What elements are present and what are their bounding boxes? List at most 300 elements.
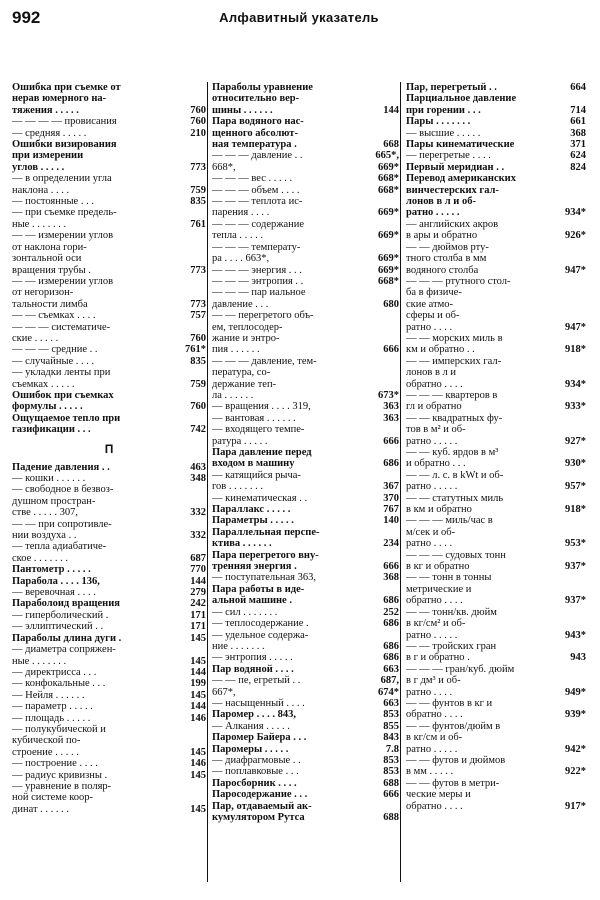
index-entry: [406, 299, 586, 310]
entry-page-ref: 835: [190, 355, 206, 367]
index-entry: [212, 424, 399, 435]
index-entry: [212, 744, 399, 755]
entry-page-ref: 761: [190, 218, 206, 230]
index-entry: [12, 173, 206, 184]
index-entry: [12, 162, 206, 173]
index-entry: [212, 196, 399, 207]
entry-term: в кг и обратно: [406, 561, 470, 573]
entry-page-ref: 171: [190, 609, 206, 621]
index-entry: [406, 105, 586, 116]
index-entry: [212, 515, 399, 526]
index-entry: [12, 507, 206, 518]
entry-term: — удельное содержа-: [212, 629, 309, 641]
index-entry: [212, 778, 399, 789]
entry-page-ref: 686: [383, 618, 399, 630]
entry-term: — — — энергия . . .: [212, 264, 302, 276]
entry-page-ref: 7.8: [385, 743, 399, 755]
entry-page-ref: 666: [383, 561, 399, 573]
entry-page-ref: 668*: [378, 184, 399, 196]
entry-term: Паромер . . . . 843,: [212, 709, 296, 721]
entry-term: газификации . . .: [12, 424, 91, 436]
entry-term: — — пе, егретый . .: [212, 675, 301, 687]
entry-page-ref: 140: [383, 515, 399, 527]
index-entry: [212, 287, 399, 298]
entry-term: 667*,: [212, 686, 236, 698]
entry-term: — Алкания . . . . .: [212, 720, 290, 732]
entry-term: ратно . . . .: [406, 686, 453, 698]
index-entry: [406, 82, 586, 93]
entry-term: Паромер Байера . . .: [212, 732, 307, 744]
entry-term: вращения трубы .: [12, 264, 91, 276]
entry-term: щенного абсолют-: [212, 127, 298, 139]
entry-term: — кошки . . . . . .: [12, 473, 86, 484]
index-entry: [406, 755, 586, 766]
index-entry: [212, 265, 399, 276]
entry-term: — — статутных миль: [406, 492, 504, 504]
index-entry: [212, 618, 399, 629]
index-entry: [406, 322, 586, 333]
index-entry: [12, 356, 206, 367]
entry-page-ref: 687: [190, 552, 206, 564]
entry-page-ref: 930*: [565, 458, 586, 470]
index-entry: [12, 473, 206, 484]
index-entry: [406, 344, 586, 355]
entry-page-ref: 664: [570, 82, 586, 93]
entry-page-ref: 760: [190, 332, 206, 344]
entry-term: — перегретые . . . .: [406, 150, 491, 162]
index-entry: [12, 792, 206, 803]
entry-term: ра . . . . 663*,: [212, 253, 270, 265]
entry-term: — насыщенный . . . .: [212, 697, 305, 709]
index-entry: [406, 789, 586, 800]
index-entry: [12, 230, 206, 241]
entry-term: Параболы длина дуги .: [12, 632, 122, 644]
entry-term: — радиус кривизны .: [12, 769, 108, 781]
entry-page-ref: 687,: [380, 675, 399, 687]
entry-term: — при съемке предель-: [12, 207, 117, 219]
index-entry: [406, 766, 586, 777]
entry-term: обратно . . . .: [406, 378, 463, 390]
entry-page-ref: 759: [190, 378, 206, 390]
index-entry: [212, 379, 399, 390]
entry-page-ref: 669*: [378, 161, 399, 173]
entry-page-ref: 279: [190, 587, 206, 599]
index-entry: [212, 755, 399, 766]
index-entry: [406, 436, 586, 447]
entry-page-ref: 773: [190, 161, 206, 173]
index-entry: [12, 610, 206, 621]
entry-term: км и обратно . .: [406, 344, 475, 356]
entry-term: — — футов в метри-: [406, 777, 500, 789]
index-entry: [212, 572, 399, 583]
entry-term: строение . . . . .: [12, 746, 79, 758]
entry-term: Пара перегретого вну-: [212, 549, 319, 561]
entry-page-ref: 759: [190, 184, 206, 196]
index-entry: [212, 447, 399, 458]
entry-term: ной системе коор-: [12, 792, 94, 804]
index-column-2: [212, 82, 399, 823]
entry-term: — тепла адиабатиче-: [12, 541, 107, 553]
index-entry: [212, 709, 399, 720]
entry-term: — постоянные . . .: [12, 196, 94, 208]
index-entry: [406, 732, 586, 743]
index-entry: [406, 390, 586, 401]
index-entry: [212, 333, 399, 344]
entry-term: — — измерении углов: [12, 230, 114, 242]
index-entry: [406, 595, 586, 606]
index-entry: [12, 621, 206, 632]
index-entry: [212, 641, 399, 652]
entry-term: — — — объем . . . .: [212, 184, 300, 196]
entry-page-ref: 760: [190, 401, 206, 413]
entry-term: от наклона гори-: [12, 241, 87, 253]
index-entry: [406, 470, 586, 481]
entry-term: — — съемках . . . .: [12, 310, 96, 322]
entry-term: — — тонн/кв. дюйм: [406, 606, 497, 618]
index-entry: [212, 801, 399, 812]
index-entry: [212, 595, 399, 606]
index-entry: [406, 367, 586, 378]
entry-term: — английских акров: [406, 218, 499, 230]
entry-page-ref: 934*: [565, 378, 586, 390]
entry-term: сферы и об-: [406, 310, 460, 322]
index-entry: [12, 541, 206, 552]
entry-term: наклона . . . .: [12, 184, 70, 196]
index-entry: [406, 413, 586, 424]
entry-term: душном простран-: [12, 495, 96, 507]
entry-page-ref: 144: [190, 666, 206, 678]
index-entry: [12, 424, 206, 435]
entry-page-ref: 673*: [378, 389, 399, 401]
index-entry: [12, 576, 206, 587]
entry-term: при измерении: [12, 150, 84, 162]
entry-term: ные . . . . . . .: [12, 218, 67, 230]
entry-page-ref: 370: [383, 492, 399, 504]
entry-term: — входящего темпе-: [212, 424, 305, 436]
index-entry: [406, 447, 586, 458]
entry-page-ref: 666: [383, 344, 399, 356]
entry-term: ратно . . . . .: [406, 629, 458, 641]
entry-page-ref: 942*: [565, 743, 586, 755]
entry-term: — теплосодержание .: [212, 618, 309, 630]
index-entry: [406, 207, 586, 218]
index-entry: [406, 652, 586, 663]
index-entry: [212, 322, 399, 333]
entry-term: — — при сопротивле-: [12, 518, 112, 530]
index-entry: [212, 652, 399, 663]
entry-term: ское . . . . . . .: [12, 552, 69, 564]
entry-page-ref: 742: [190, 424, 206, 436]
index-entry: [406, 709, 586, 720]
entry-term: ем, теплосодер-: [212, 321, 283, 333]
entry-term: водяного столба: [406, 264, 479, 276]
entry-page-ref: 853: [383, 766, 399, 778]
index-entry: [406, 116, 586, 127]
entry-term: ские . . . . .: [12, 332, 59, 344]
entry-term: — кинематическая . .: [212, 492, 308, 504]
entry-page-ref: 922*: [565, 766, 586, 778]
entry-page-ref: 853: [383, 754, 399, 766]
index-column-1: [12, 82, 206, 815]
entry-term: пература, со-: [212, 367, 271, 379]
index-entry: [12, 322, 206, 333]
index-entry: [12, 93, 206, 104]
index-entry: [12, 185, 206, 196]
entry-page-ref: 368: [383, 572, 399, 584]
entry-term: гл и обратно: [406, 401, 462, 413]
entry-term: — — — вес . . . . .: [212, 173, 293, 185]
index-entry: [406, 744, 586, 755]
index-entry: [406, 618, 586, 629]
entry-term: тепла . . . . .: [212, 230, 264, 242]
index-entry: [406, 584, 586, 595]
entry-page-ref: 949*: [565, 686, 586, 698]
index-entry: [12, 598, 206, 609]
index-entry: [406, 687, 586, 698]
index-entry: [12, 530, 206, 541]
entry-term: — построение . . . .: [12, 758, 98, 770]
index-entry: [212, 93, 399, 104]
entry-page-ref: 943*: [565, 629, 586, 641]
index-entry: [406, 150, 586, 161]
index-entry: [212, 470, 399, 481]
entry-term: м/сек и об-: [406, 526, 456, 538]
index-entry: [212, 527, 399, 538]
entry-term: ная температура .: [212, 139, 297, 151]
index-entry: [212, 550, 399, 561]
index-entry: [12, 150, 206, 161]
entry-page-ref: 348: [190, 473, 206, 484]
entry-term: гов . . . . . . .: [212, 481, 264, 493]
index-entry: [12, 484, 206, 495]
entry-page-ref: 760: [190, 116, 206, 128]
entry-term: лонов в л и об-: [406, 196, 476, 208]
entry-term: съемках . . . . .: [12, 378, 75, 390]
entry-term: и обратно . . .: [406, 458, 466, 470]
entry-page-ref: 757: [190, 310, 206, 322]
entry-page-ref: 144: [383, 104, 399, 116]
entry-term: входом в машину: [212, 458, 295, 470]
index-entry: [12, 413, 206, 424]
index-entry: [212, 401, 399, 412]
entry-term: формулы . . . . .: [12, 401, 83, 413]
entry-term: Параболы уравнение: [212, 82, 313, 93]
entry-term: — укладки ленты при: [12, 367, 111, 379]
entry-term: в г и обратно .: [406, 652, 470, 664]
entry-term: — поплавковые . . .: [212, 766, 299, 778]
entry-term: Пар, перегретый . .: [406, 82, 497, 93]
entry-term: — площадь . . . . .: [12, 712, 91, 724]
entry-page-ref: 927*: [565, 435, 586, 447]
entry-term: 668*,: [212, 161, 236, 173]
entry-term: шины . . . . . .: [212, 104, 273, 116]
entry-page-ref: 917*: [565, 800, 586, 812]
entry-term: — — измерении углов: [12, 275, 114, 287]
entry-page-ref: 665*,: [375, 150, 399, 162]
index-entry: [212, 538, 399, 549]
index-entry: [406, 515, 586, 526]
index-entry: [12, 633, 206, 644]
entry-term: — — — гран/куб. дюйм: [406, 663, 515, 675]
index-entry: [12, 758, 206, 769]
entry-page-ref: 957*: [565, 481, 586, 493]
entry-page-ref: 252: [383, 606, 399, 618]
index-entry: [406, 607, 586, 618]
entry-page-ref: 686: [383, 640, 399, 652]
index-entry: [12, 219, 206, 230]
entry-term: при горении . . .: [406, 104, 481, 116]
entry-term: ские атмо-: [406, 298, 454, 310]
entry-page-ref: 145: [190, 769, 206, 781]
entry-page-ref: 668*: [378, 173, 399, 185]
index-entry: [406, 550, 586, 561]
entry-term: Параллельная перспе-: [212, 526, 320, 538]
entry-term: — эллиптический . .: [12, 621, 104, 633]
index-entry: [212, 607, 399, 618]
index-entry: [12, 678, 206, 689]
index-column-3: [406, 82, 586, 812]
index-entry: [406, 675, 586, 686]
entry-page-ref: 835: [190, 196, 206, 208]
entry-page-ref: 686: [383, 458, 399, 470]
entry-page-ref: 933*: [565, 401, 586, 413]
entry-page-ref: 947*: [565, 264, 586, 276]
entry-term: — — — миль/час в: [406, 515, 493, 527]
index-entry: [406, 538, 586, 549]
entry-page-ref: 363: [383, 412, 399, 424]
entry-page-ref: 939*: [565, 709, 586, 721]
entry-term: ратура . . . . .: [212, 435, 268, 447]
entry-term: — веревочная . . . .: [12, 587, 96, 599]
entry-term: Пар, отдаваемый ак-: [212, 800, 312, 812]
index-entry: [12, 128, 206, 139]
index-entry: [212, 253, 399, 264]
entry-term: Пары . . . . . . .: [406, 116, 471, 128]
index-entry: [406, 253, 586, 264]
entry-page-ref: 332: [190, 530, 206, 542]
index-entry: [212, 356, 399, 367]
index-entry: [406, 265, 586, 276]
entry-term: в ары и обратно: [406, 230, 478, 242]
page-title: Алфавитный указатель: [219, 10, 379, 25]
index-entry: [212, 242, 399, 253]
entry-page-ref: 171: [190, 621, 206, 633]
index-entry: [12, 299, 206, 310]
entry-term: держание теп-: [212, 378, 277, 390]
entry-term: обратно . . . .: [406, 595, 463, 607]
entry-term: Парабола . . . . 136,: [12, 575, 100, 587]
index-entry: [212, 493, 399, 504]
entry-page-ref: 855: [383, 720, 399, 732]
index-entry: [12, 310, 206, 321]
entry-term: в км и обратно: [406, 504, 472, 516]
entry-term: — вантовая . . . . . .: [212, 412, 296, 424]
index-entry: [212, 561, 399, 572]
entry-term: — катящийся рыча-: [212, 469, 301, 481]
index-entry: [406, 93, 586, 104]
index-entry: [12, 690, 206, 701]
index-entry: [406, 641, 586, 652]
entry-term: Пары кинематические: [406, 139, 515, 151]
index-entry: [406, 778, 586, 789]
entry-term: Параболоид вращения: [12, 598, 120, 610]
entry-term: — — фунтов/дюйм в: [406, 720, 501, 732]
index-entry: [12, 196, 206, 207]
entry-term: Паросодержание . . .: [212, 789, 308, 801]
entry-term: — уравнение в поляр-: [12, 780, 112, 792]
entry-term: — — — систематиче-: [12, 321, 111, 333]
entry-term: — Нейля . . . . . .: [12, 689, 85, 701]
index-entry: [406, 310, 586, 321]
index-entry: [12, 553, 206, 564]
index-entry: [212, 481, 399, 492]
index-entry: [406, 698, 586, 709]
index-entry: [212, 105, 399, 116]
entry-page-ref: 688: [383, 777, 399, 789]
entry-term: ные . . . . . . .: [12, 655, 67, 667]
entry-page-ref: 773: [190, 264, 206, 276]
entry-term: — полукубической и: [12, 723, 106, 735]
page-header: [12, 8, 586, 30]
entry-page-ref: 686: [383, 595, 399, 607]
entry-term: — параметр . . . . .: [12, 701, 93, 713]
index-entry: [12, 344, 206, 355]
entry-term: — — — давление . .: [212, 150, 303, 162]
index-entry: [12, 735, 206, 746]
index-entry: [212, 458, 399, 469]
index-entry: [406, 504, 586, 515]
entry-page-ref: 669*: [378, 207, 399, 219]
entry-term: Паросборник . . . .: [212, 777, 297, 789]
index-entry: [12, 701, 206, 712]
index-entry: [212, 82, 399, 93]
entry-page-ref: 145: [190, 632, 206, 644]
entry-term: Парциальное давление: [406, 93, 517, 105]
index-entry: [12, 587, 206, 598]
index-entry: [12, 276, 206, 287]
entry-term: углов . . . . .: [12, 161, 65, 173]
entry-page-ref: 669*: [378, 264, 399, 276]
index-entry: [12, 770, 206, 781]
entry-page-ref: 663: [383, 697, 399, 709]
entry-term: в кг/см² и об-: [406, 618, 466, 630]
entry-page-ref: 674*: [378, 686, 399, 698]
entry-term: винчестерских гал-: [406, 184, 499, 196]
entry-term: — — — судовых тонн: [406, 549, 506, 561]
entry-term: стве . . . . . 307,: [12, 507, 79, 519]
entry-page-ref: 146: [190, 758, 206, 770]
index-entry: [12, 656, 206, 667]
index-entry: [406, 458, 586, 469]
entry-term: — случайные . . . .: [12, 355, 95, 367]
entry-term: Ошибок при съемках: [12, 389, 114, 401]
entry-term: тренняя энергия .: [212, 561, 297, 573]
index-entry: [12, 667, 206, 678]
entry-page-ref: 767: [383, 504, 399, 516]
index-entry: [12, 265, 206, 276]
entry-page-ref: 661: [570, 116, 586, 128]
entry-page-ref: 145: [190, 803, 206, 815]
index-entry: [12, 207, 206, 218]
index-entry: [212, 276, 399, 287]
entry-term: — свободное в безвоз-: [12, 484, 114, 496]
entry-term: Ощущаемое тепло при: [12, 412, 121, 424]
index-entry: [12, 390, 206, 401]
entry-term: Параметры . . . . .: [212, 515, 294, 527]
index-entry: [406, 630, 586, 641]
index-entry: [212, 675, 399, 686]
index-entry: [212, 128, 399, 139]
